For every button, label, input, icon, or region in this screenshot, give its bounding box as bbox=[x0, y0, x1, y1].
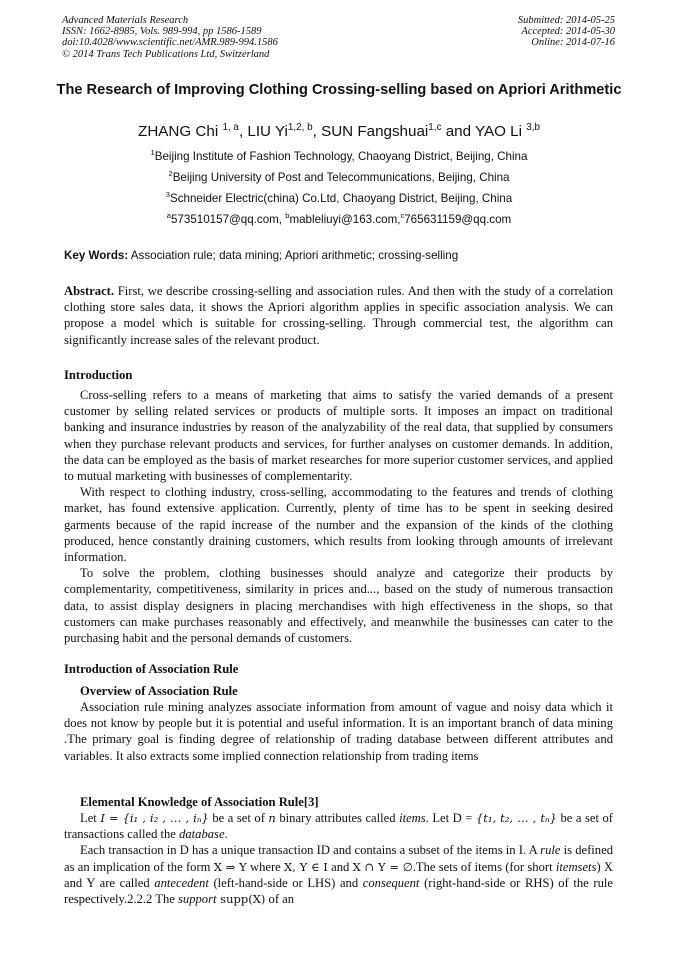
abstract bbox=[64, 283, 613, 348]
online-date: Online: 2014-07-16 bbox=[531, 37, 615, 49]
math-database: {t₁, t₂, … , tₙ} bbox=[475, 811, 557, 825]
author-name: , LIU Yi bbox=[238, 123, 288, 140]
paragraph: With respect to clothing industry, cross-selling, accommodating to the features and trends of clothing market, has found extensive application. Currently, plenty of time has to be spent in seeking desired garments because of the rapid increase of the number and the expansion of the kinds of the clothing produced, hence constantly draining customers, which results from looking through amounts of irrelevant information. bbox=[64, 485, 613, 565]
elemental-body bbox=[64, 810, 613, 907]
email-sup: b bbox=[285, 211, 290, 221]
email-b[interactable]: mableliuyi@163.com, bbox=[289, 213, 401, 226]
affiliation-text: Beijing Institute of Fashion Technology, Chaoyang District, Beijing, China bbox=[154, 150, 528, 163]
author-name: , SUN Fangshuai bbox=[312, 123, 429, 140]
introduction-body bbox=[64, 387, 613, 646]
keywords-text: Association rule; data mining; Apriori arithmetic; crossing-selling bbox=[128, 249, 459, 262]
paragraph: Association rule mining analyzes associate information from amount of vague and noisy data which it does not know by people but it is potential and useful information. It is an important branch of data mining .The primary goal is finding degree of relationship of trading database between different attributes and variables. It also extracts some implied connection relationship from trading items bbox=[64, 700, 613, 763]
journal-name: Advanced Materials Research bbox=[62, 15, 189, 26]
issn-line: ISSN: 1662-8985, Vols. 989-994, pp 1586-1589 bbox=[62, 26, 262, 38]
paragraph: Cross-selling refers to a means of marketing that aims to satisfy the varied demands of a present customer by selling related services or products of multiple sorts. It imposes an impact on traditional banking and insurance industries by reason of the analyzability of the real data, that supplied by consumers when they purchase relevant products and services, for further analyses on customer demands. In addition, the data can be employed as the basis of market researches for more superior customer services, and applied to mutual marketing with businesses of complementarity. bbox=[64, 388, 613, 484]
affiliation-sup: 2 bbox=[168, 169, 173, 179]
accepted-date: Accepted: 2014-05-30 bbox=[521, 26, 615, 38]
subsection-heading-overview: Overview of Association Rule bbox=[80, 684, 238, 698]
author-line bbox=[0, 123, 678, 140]
author-sup: 1,2, b bbox=[287, 121, 313, 133]
paper-title: The Research of Improving Clothing Crossing-selling based on Apriori Arithmetic bbox=[56, 82, 622, 98]
email-line bbox=[0, 213, 678, 226]
submitted-date: Submitted: 2014-05-25 bbox=[517, 15, 615, 26]
section-heading-introduction: Introduction bbox=[64, 368, 133, 382]
author-sup: 3,b bbox=[526, 121, 540, 133]
author-sup: 1, a bbox=[222, 121, 239, 133]
author-name: ZHANG Chi bbox=[138, 123, 219, 140]
affiliation-text: Beijing University of Post and Telecommunications, Beijing, China bbox=[172, 171, 510, 184]
author-name: and YAO Li bbox=[445, 123, 522, 140]
section-heading-association: Introduction of Association Rule bbox=[64, 662, 239, 676]
email-sup: a bbox=[166, 211, 171, 221]
author-sup: 1,c bbox=[428, 121, 442, 133]
email-c[interactable]: 765631159@qq.com bbox=[404, 213, 512, 226]
math-itemset: I = {i₁ , i₂ , … , iₙ} bbox=[100, 811, 209, 825]
affiliation-1 bbox=[0, 150, 678, 163]
paragraph: Each transaction in D has a unique transaction ID and contains a subset of the items in I. A rule is defined as an implication of the form X ⇒ Y where X, Y ∈ I and X ∩ Y = ∅.The sets of items (for short itemsets) X and Y are called antecedent (left-hand-side or LHS) and consequent (right-hand-side or RHS) of the rule respectively.2.2.2 The support supp(X) of an bbox=[64, 843, 613, 907]
abstract-text: First, we describe crossing-selling and association rules. And then with the study of a correlation clothing store sales data, it shows the Apriori algorithm applies in specific association analysis. We can propose a model which is suitable for crossing-selling. Through commercial test, the algorithm can significantly increase sales of the relevant product. bbox=[64, 284, 613, 347]
email-sup: c bbox=[400, 211, 405, 221]
email-a[interactable]: 573510157@qq.com, bbox=[170, 213, 286, 226]
journal-info bbox=[62, 15, 278, 60]
overview-body bbox=[64, 699, 613, 764]
affiliation-3 bbox=[0, 192, 678, 205]
doi-line: doi:10.4028/www.scientific.net/AMR.989-994.1586 bbox=[62, 37, 278, 49]
paragraph: Let I = {i₁ , i₂ , … , iₙ} be a set of n binary attributes called items. Let D = {t₁, t₂, … , tₙ} be a set of transactions called the database. bbox=[64, 811, 613, 842]
affiliation-text: Schneider Electric(china) Co.Ltd, Chaoyang District, Beijing, China bbox=[170, 192, 513, 205]
keywords-label: Key Words: bbox=[64, 249, 129, 262]
affiliation-sup: 3 bbox=[165, 190, 170, 200]
abstract-label: Abstract. bbox=[64, 284, 115, 298]
affiliation-sup: 1 bbox=[150, 148, 155, 158]
copyright-line: © 2014 Trans Tech Publications Ltd, Switzerland bbox=[62, 48, 270, 60]
dates-info bbox=[518, 15, 615, 49]
subsection-heading-elemental: Elemental Knowledge of Association Rule[3] bbox=[80, 795, 319, 809]
paragraph: To solve the problem, clothing businesses should analyze and categorize their products by complementarity, competitiveness, similarity in prices and..., based on the study of numerous transaction data, to assist display designers in placing merchandises with high effectiveness in the shops, so that customers can make purchases reasonably and effectively, and meanwhile the businesses can cater to the purchasing habit and the personal demands of customers. bbox=[64, 566, 613, 646]
keywords bbox=[64, 249, 458, 262]
affiliation-2 bbox=[0, 171, 678, 184]
